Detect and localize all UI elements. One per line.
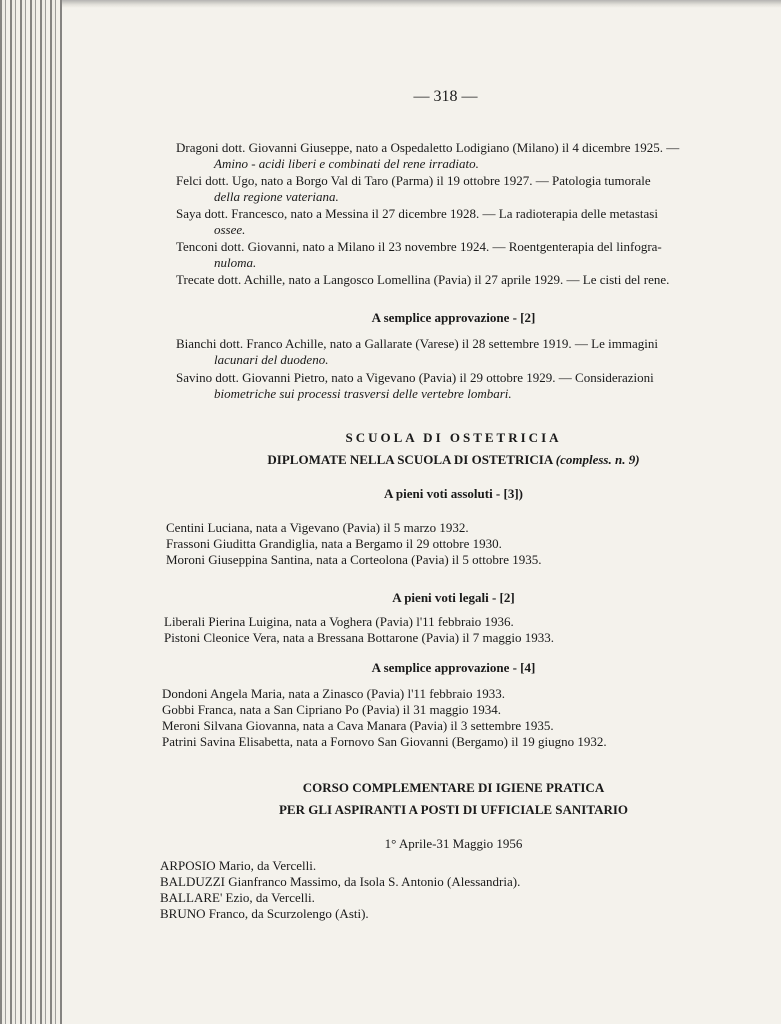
thesis-entry-dragoni: Dragoni dott. Giovanni Giuseppe, nato a Ospedaletto Lodigiano (Milano) il 4 dicembre 1925. — Amino - acidi liberi e combinati del rene irradiato. (176, 140, 680, 171)
book-binding-edge (0, 0, 62, 1024)
school-title: SCUOLA DI OSTETRICIA (345, 430, 562, 445)
list-item: Gobbi Franca, nata a San Cipriano Po (Pavia) il 31 maggio 1934. (162, 702, 502, 717)
list-item: Patrini Savina Elisabetta, nata a Fornovo San Giovanni (Bergamo) il 19 giugno 1932. (162, 734, 607, 749)
list-item: Meroni Silvana Giovanna, nata a Cava Manara (Pavia) il 3 settembre 1935. (162, 718, 554, 733)
list-item: ARPOSIO Mario, da Vercelli. (160, 858, 317, 873)
thesis-entry-trecate: Trecate dott. Achille, nato a Langosco Lomellina (Pavia) il 27 aprile 1929. — Le cisti del rene. (176, 272, 670, 287)
thesis-entry-bianchi: Bianchi dott. Franco Achille, nato a Gallarate (Varese) il 28 settembre 1919. — Le immagini lacunari del duodeno. (176, 336, 658, 367)
course-dates: 1° Aprile-31 Maggio 1956 (384, 836, 523, 851)
list-item: Liberali Pierina Luigina, nata a Voghera (Pavia) l'11 febbraio 1936. (164, 614, 514, 629)
list-item: BRUNO Franco, da Scurzolengo (Asti). (160, 906, 369, 921)
school-subtitle (176, 452, 731, 468)
list-semplice (162, 686, 607, 750)
list-item: Frassoni Giuditta Grandiglia, nata a Bergamo il 29 ottobre 1930. (166, 536, 502, 551)
school-count: (compless. n. 9) (555, 452, 640, 467)
school-subtitle-text: DIPLOMATE NELLA SCUOLA DI OSTETRICIA (267, 452, 553, 467)
list-item: BALDUZZI Gianfranco Massimo, da Isola S. Antonio (Alessandria). (160, 874, 521, 889)
list-item: Pistoni Cleonice Vera, nata a Bressana Bottarone (Pavia) il 7 maggio 1933. (164, 630, 555, 645)
list-item: Centini Luciana, nata a Vigevano (Pavia) il 5 marzo 1932. (166, 520, 469, 535)
course-title-line-1: CORSO COMPLEMENTARE DI IGIENE PRATICA (302, 780, 605, 795)
thesis-entry-saya: Saya dott. Francesco, nato a Messina il 27 dicembre 1928. — La radioterapia delle metastasi ossee. (176, 206, 658, 237)
list-course (160, 858, 520, 922)
page-number: — 318 — (413, 88, 478, 105)
list-item: Moroni Giuseppina Santina, nata a Corteolona (Pavia) il 5 ottobre 1935. (166, 552, 542, 567)
heading-semplice-approvazione-1: A semplice approvazione - [2] (371, 310, 536, 325)
list-assoluti (166, 520, 541, 568)
heading-pieni-voti-assoluti: A pieni voti assoluti - [3]) (383, 486, 524, 501)
list-legali (164, 614, 554, 646)
list-item: BALLARE' Ezio, da Vercelli. (160, 890, 315, 905)
page-top-edge (62, 0, 781, 8)
thesis-entry-savino: Savino dott. Giovanni Pietro, nato a Vigevano (Pavia) il 29 ottobre 1929. — Considerazioni biometriche sui processi trasversi delle vertebre lombari. (176, 370, 654, 401)
course-title-line-2: PER GLI ASPIRANTI A POSTI DI UFFICIALE SANITARIO (278, 802, 629, 817)
heading-semplice-approvazione-2: A semplice approvazione - [4] (371, 660, 536, 675)
thesis-entry-tenconi: Tenconi dott. Giovanni, nato a Milano il 23 novembre 1924. — Roentgenterapia del linfogra- nuloma. (176, 239, 662, 270)
list-item: Dondoni Angela Maria, nata a Zinasco (Pavia) l'11 febbraio 1933. (162, 686, 506, 701)
thesis-entry-felci: Felci dott. Ugo, nato a Borgo Val di Taro (Parma) il 19 ottobre 1927. — Patologia tumorale della regione vateriana. (176, 173, 651, 204)
heading-pieni-voti-legali: A pieni voti legali - [2] (392, 590, 515, 605)
